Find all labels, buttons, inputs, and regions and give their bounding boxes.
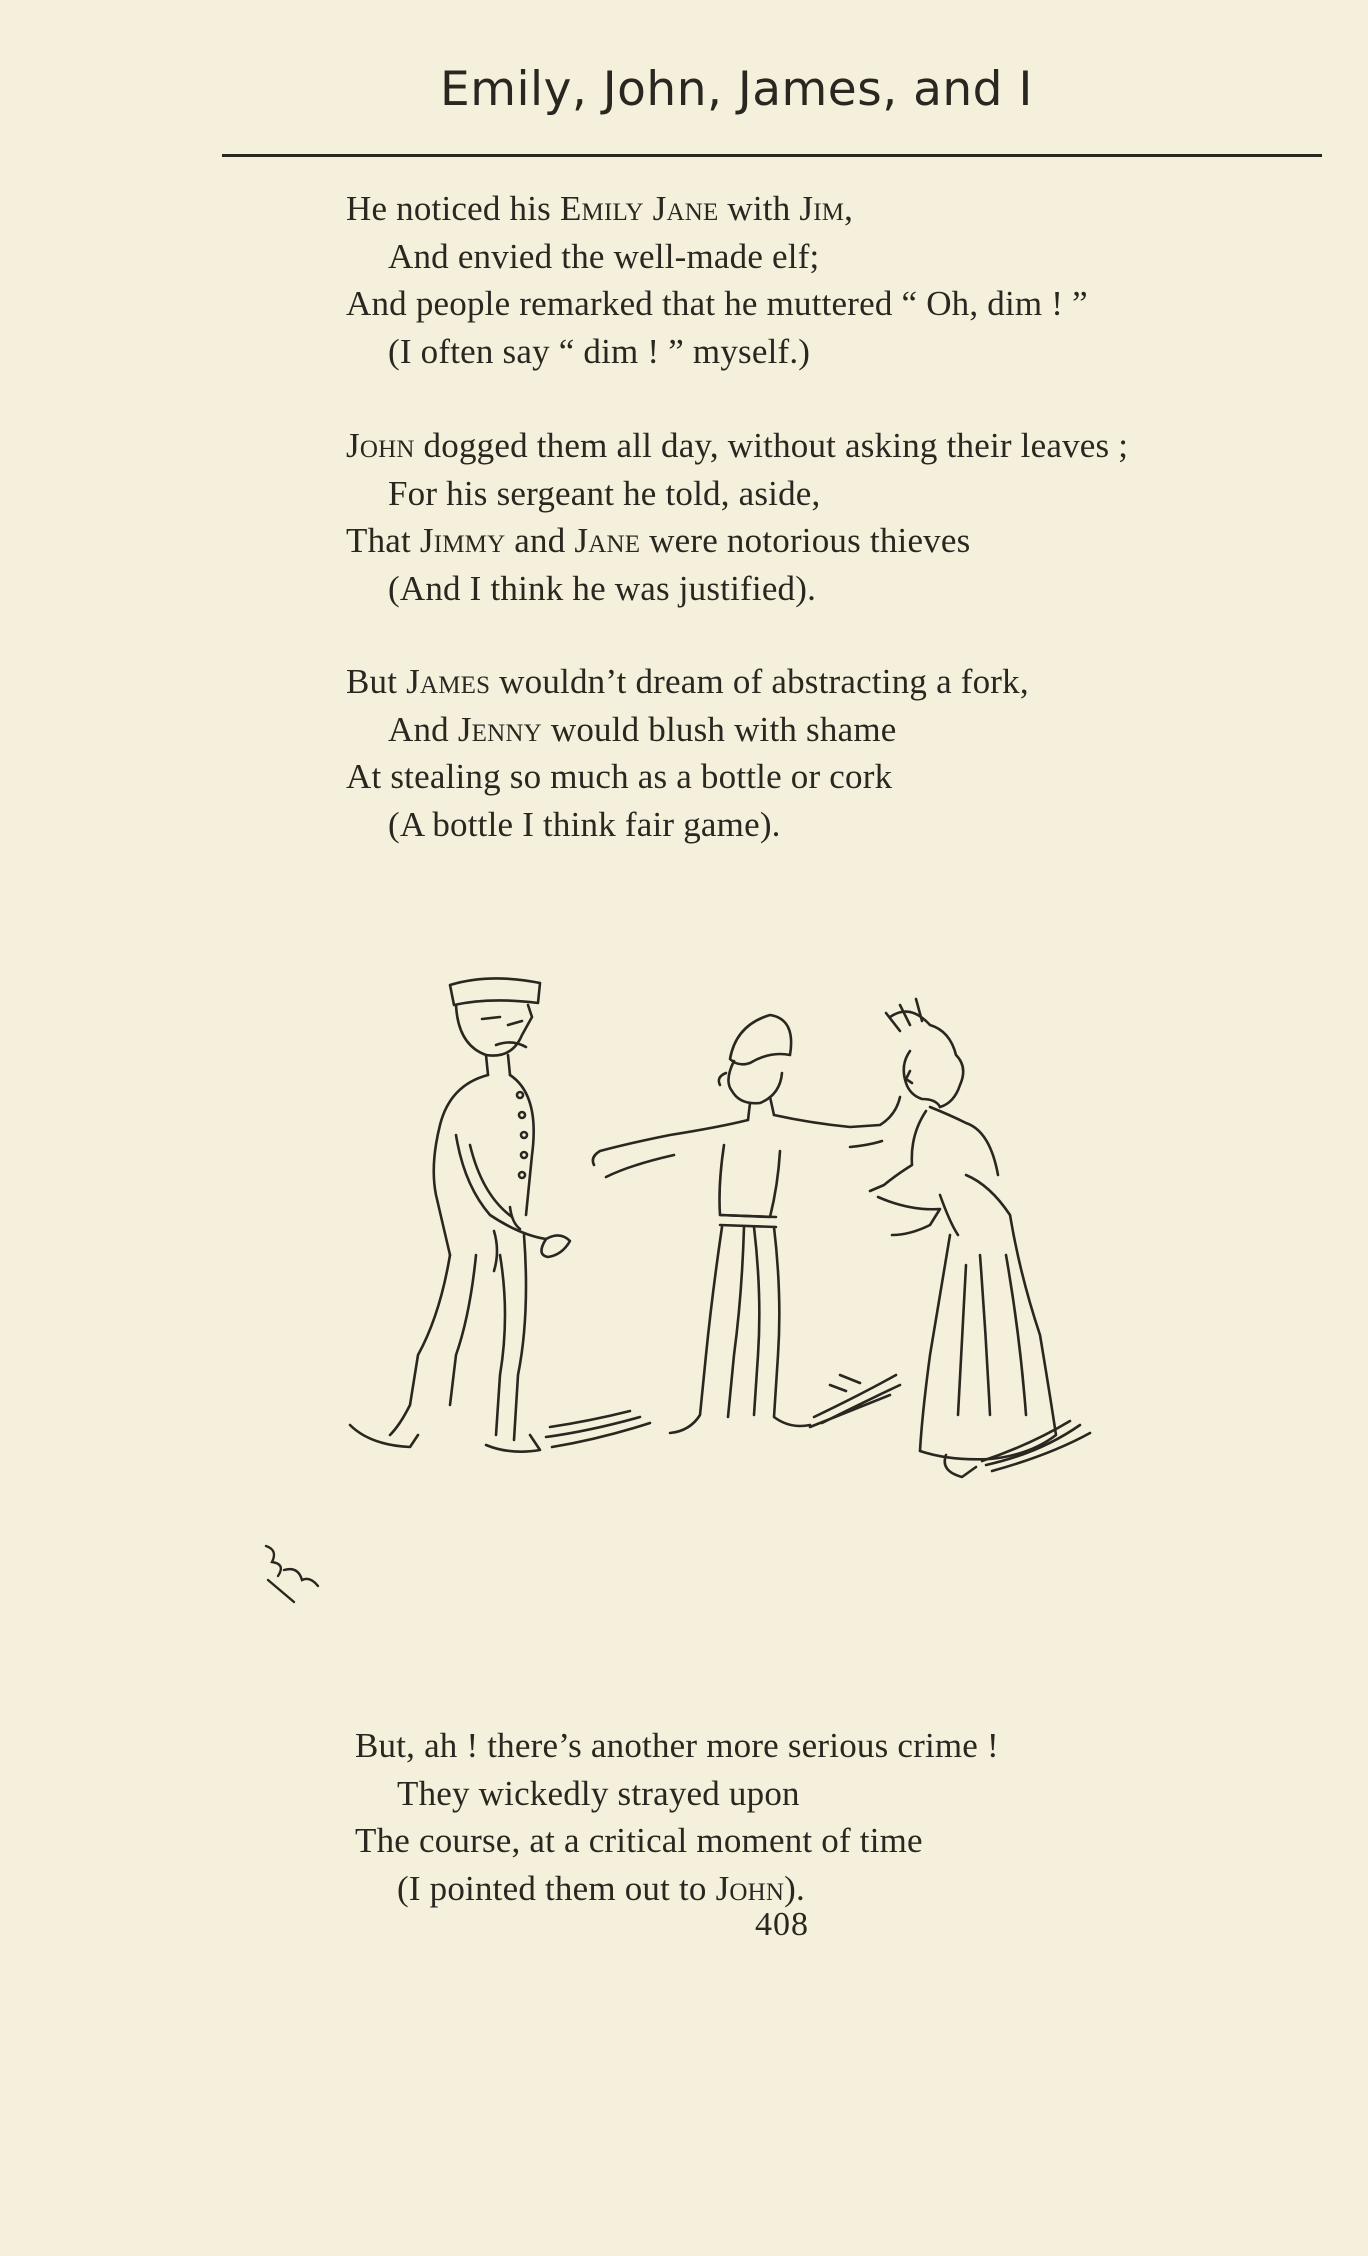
- stanza-2: [346, 422, 1346, 612]
- verse-line: At stealing so much as a bottle or cork: [346, 757, 893, 796]
- verse-line: John dogged them all day, without asking their leaves ;: [346, 426, 1129, 465]
- lady-figure: [870, 999, 1090, 1477]
- verse-line: They wickedly strayed upon: [397, 1773, 800, 1813]
- sergeant-figure: [350, 978, 650, 1451]
- artist-monogram: [258, 1540, 328, 1610]
- page-number: 408: [755, 1906, 809, 1943]
- verse-line: (I pointed them out to John).: [397, 1868, 805, 1908]
- verse-line: And people remarked that he muttered “ Oh, dim ! ”: [346, 284, 1088, 323]
- verse-line: The course, at a critical moment of time: [355, 1821, 923, 1860]
- verse-line: And envied the well-made elf;: [388, 236, 820, 276]
- verse-line: But James wouldn’t dream of abstracting a fork,: [346, 662, 1029, 701]
- verse-line: That Jimmy and Jane were notorious thieves: [346, 521, 971, 560]
- verse-line: (And I think he was justified).: [388, 568, 817, 608]
- verse-line: He noticed his Emily Jane with Jim,: [346, 189, 854, 228]
- verse-line: (I often say “ dim ! ” myself.): [388, 331, 811, 371]
- stanza-3: [346, 658, 1346, 848]
- verse-line: (A bottle I think fair game).: [388, 804, 781, 844]
- verse-line: And Jenny would blush with shame: [388, 709, 897, 749]
- running-head: Emily, John, James, and I: [440, 62, 1033, 117]
- soldier-figure: [593, 1015, 900, 1433]
- verse-line: But, ah ! there’s another more serious crime !: [355, 1726, 999, 1765]
- illustration: [250, 955, 1210, 1605]
- stanza-4: [355, 1722, 1355, 1912]
- header-rule: [222, 154, 1322, 157]
- stanza-1: [346, 185, 1346, 375]
- verse-line: For his sergeant he told, aside,: [388, 473, 821, 513]
